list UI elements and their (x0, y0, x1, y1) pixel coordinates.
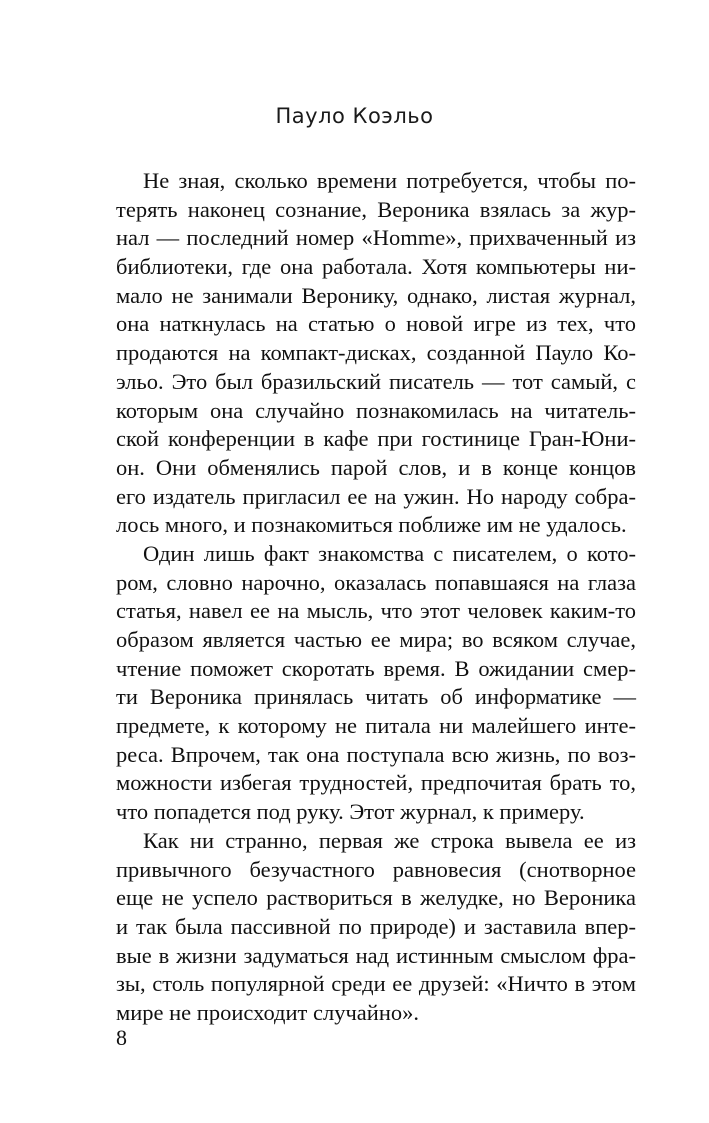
text-line: библиотеки, где она работала. Хотя компьютеры ни- (116, 254, 636, 280)
text-line: мире не происходит случайно». (116, 999, 419, 1025)
text-line: Не зная, сколько времени потребуется, чтобы по- (143, 168, 636, 193)
text-line: его издатель пригласил ее на ужин. Но народу собра- (116, 483, 636, 509)
text-line: предмете, к которому не питала ни малейшего инте- (116, 713, 636, 739)
text-line: реса. Впрочем, так она поступала всю жизнь, по воз- (116, 741, 636, 767)
text-line: нал — последний номер «Homme», прихваченный из (116, 225, 636, 251)
text-line: эльо. Это был бразильский писатель — тот самый, с (116, 368, 636, 394)
text-line: Как ни странно, первая же строка вывела ее из (143, 827, 636, 853)
text-line: статья, навел ее на мысль, что этот человек каким-то (116, 598, 636, 624)
text-line: продаются на компакт-дисках, созданной Пауло Ко- (116, 340, 636, 366)
text-line: можности избегая трудностей, предпочитая брать то, (116, 770, 636, 796)
text-line: чтение поможет скоротать время. В ожидании смер- (116, 655, 636, 681)
text-line: и так была пассивной по природе) и заставила впер- (116, 913, 636, 939)
text-line: привычного безучастного равновесия (снотворное (116, 856, 636, 882)
page-number: 8 (116, 1025, 127, 1050)
text-line: Один лишь факт знакомства с писателем, о кото- (143, 540, 636, 566)
text-line: вые в жизни задуматься над истинным смыслом фра- (116, 942, 636, 968)
text-line: ром, словно нарочно, оказалась попавшаяся на глаза (116, 569, 636, 595)
text-line: мало не занимали Веронику, однако, листая журнал, (116, 282, 636, 308)
text-line: она наткнулась на статью о новой игре из тех, что (116, 311, 636, 337)
body-text (116, 167, 636, 1028)
text-line: терять наконец сознание, Вероника взялась за жур- (116, 196, 636, 222)
text-line: лось много, и познакомиться поближе им не удалось. (116, 512, 627, 538)
text-line: что попадется под руку. Этот журнал, к примеру. (116, 799, 585, 825)
text-line: образом является частью ее мира; во всяком случае, (116, 627, 636, 652)
text-line: зы, столь популярной среди ее друзей: «Ничто в этом (116, 971, 636, 997)
text-line: которым она случайно познакомилась на читатель- (116, 397, 636, 423)
text-line: ской конференции в кафе при гостинице Гран-Юни- (116, 426, 636, 452)
text-line: ти Вероника принялась читать об информатике — (116, 684, 636, 710)
text-line: он. Они обменялись парой слов, и в конце концов (116, 454, 636, 480)
text-line: еще не успело раствориться в желудке, но Вероника (116, 885, 636, 911)
running-header-author: Пауло Коэльо (275, 104, 434, 128)
